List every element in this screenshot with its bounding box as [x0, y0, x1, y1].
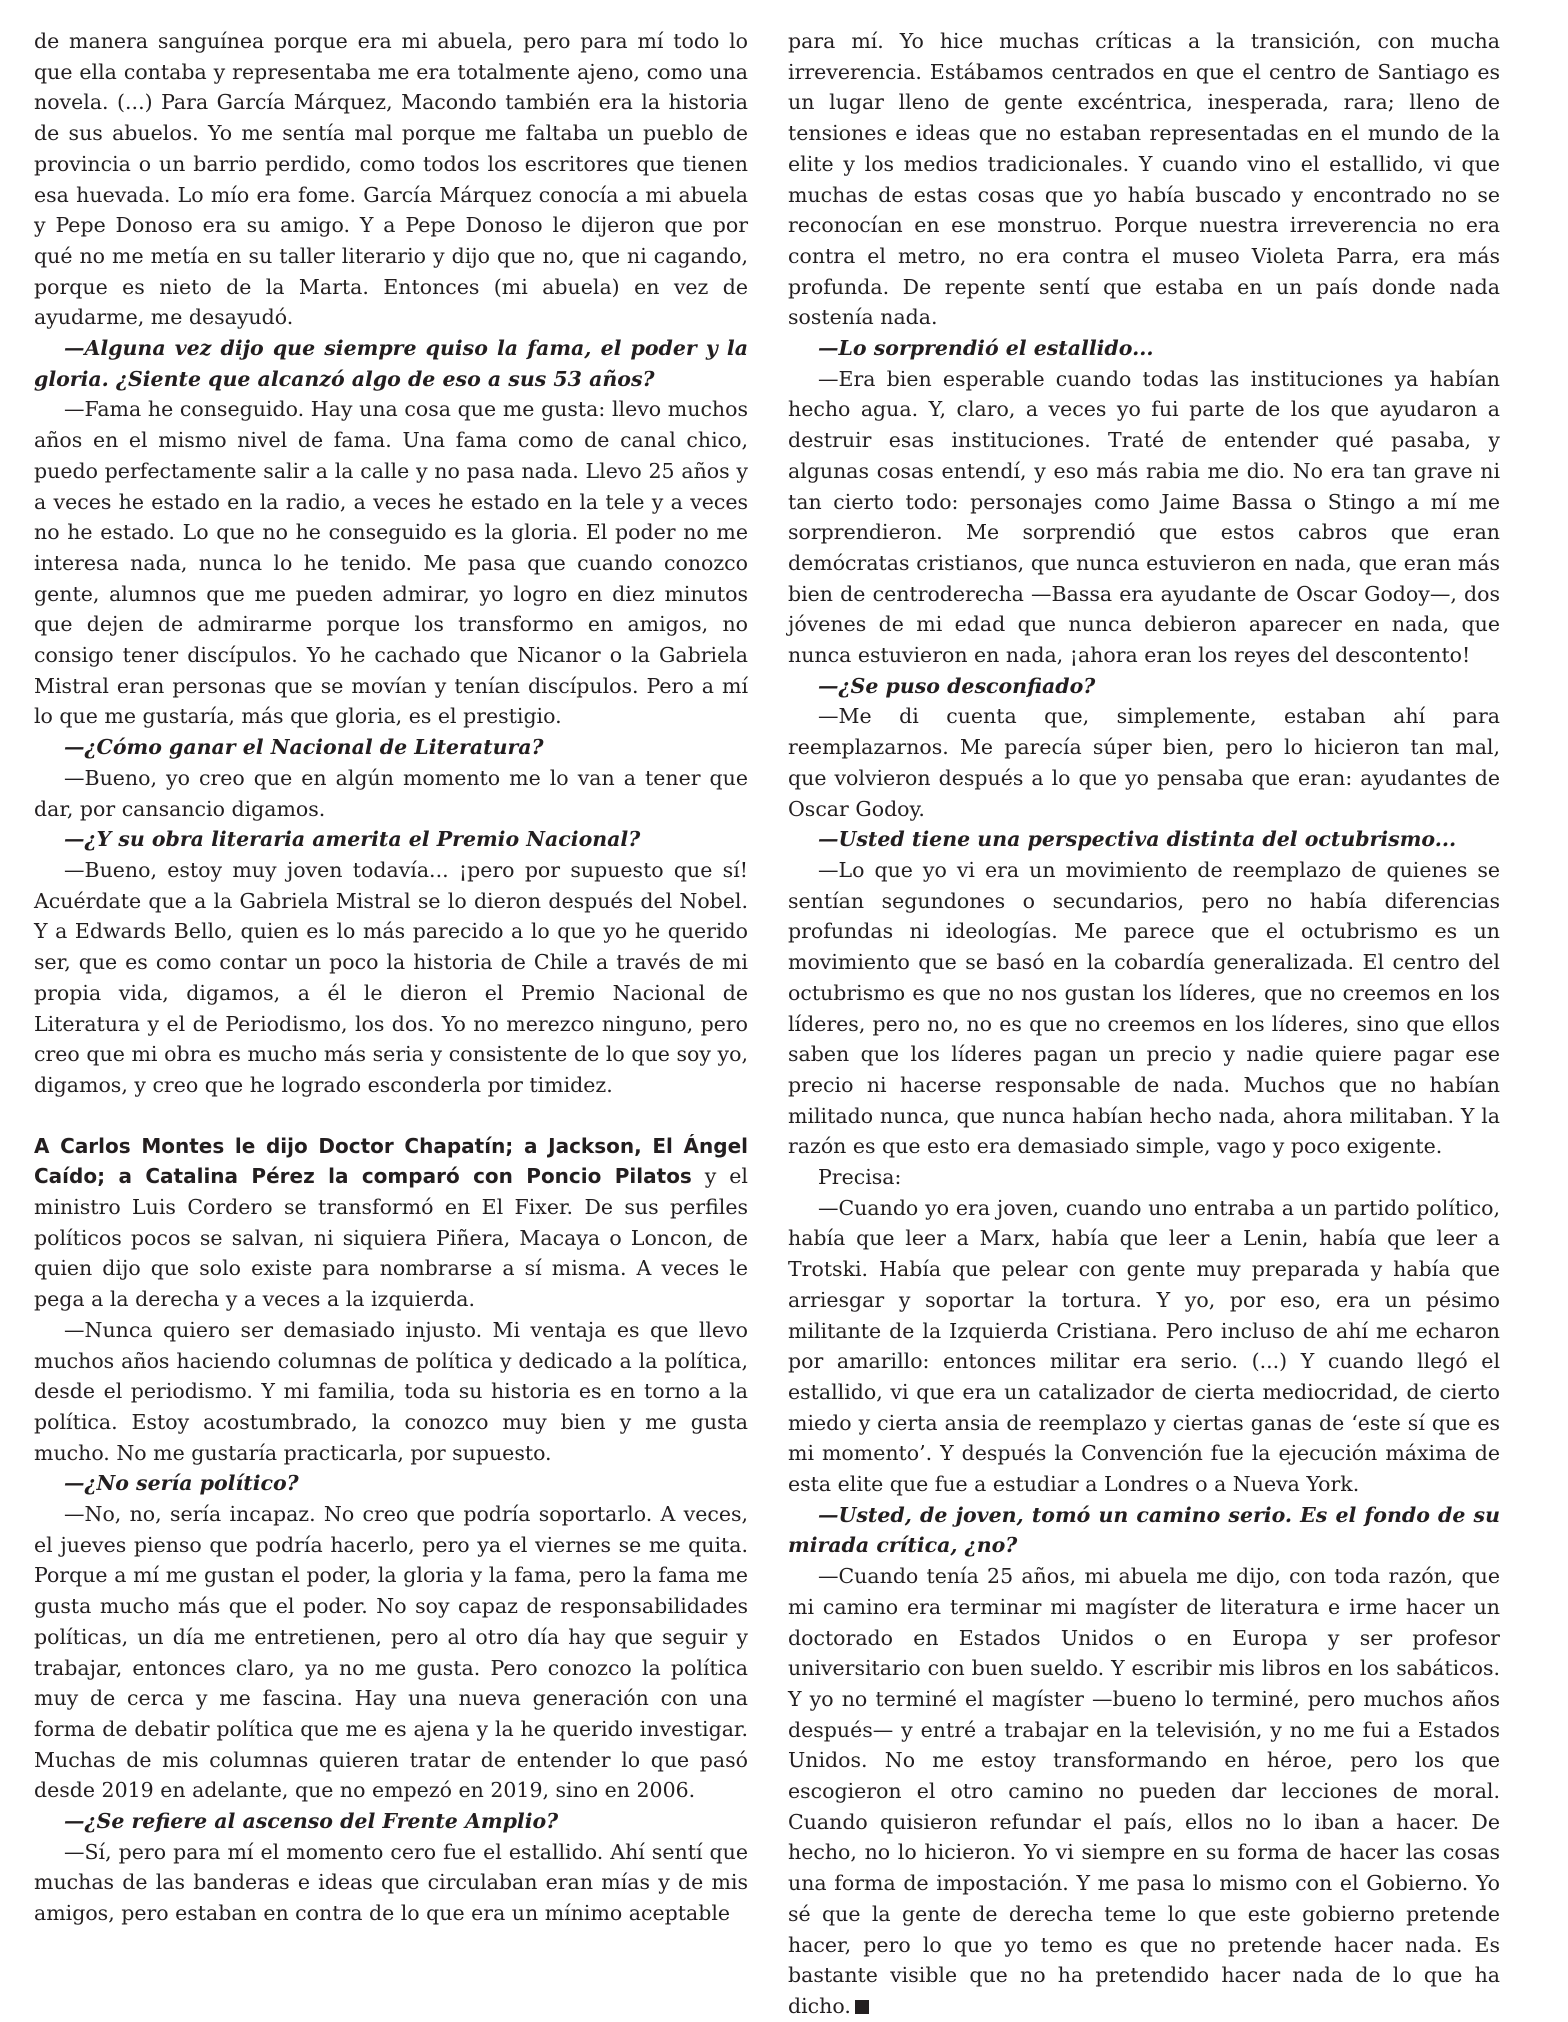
section-lead-bold: A Carlos Montes le dijo Doctor Chapatín; a Jackson, El Ángel Caído; a Catalina Pérez la comparó con Poncio Pilatos [34, 1133, 748, 1189]
final-answer-text: —Cuando tenía 25 años, mi abuela me dijo, con toda razón, que mi camino era terminar mi magíster de literatura e irme hacer un doctorado en Estados Unidos o en Europa y ser profesor universitario con buen sueldo. Y escribir mis libros en los sabáticos. Y yo no terminé el magíster —bueno lo terminé, pero muchos años después— y entré a trabajar en la televisión, y no me fui a Estados Unidos. No me estoy transformando en héroe, pero los que escogieron el otro camino no pueden dar lecciones de moral. Cuando quisieron refundar el país, ellos no lo iban a hacer. De hecho, no lo hicieron. Yo vi siempre en su forma de hacer las cosas una forma de impostación. Y me pasa lo mismo con el Gobierno. Yo sé que la gente de derecha teme lo que este gobierno pretende hacer, pero lo que yo temo es que no pretende hacer nada. Es bastante visible que no ha pretendido hacer nada de lo que ha dicho. [788, 1564, 1500, 2018]
answer-paragraph: Precisa: [818, 1165, 902, 1190]
answer-paragraph: —Me di cuenta que, simplemente, estaban ahí para reemplazarnos. Me parecía súper bien, pero lo hicieron tan mal, que volvieron después a lo que yo pensaba que eran: ayudantes de Oscar Godoy. [788, 704, 1500, 821]
interview-question: —¿Se refiere al ascenso del Frente Amplio? [64, 1809, 559, 1834]
answer-paragraph: —Bueno, yo creo que en algún momento me lo van a tener que dar, por cansancio digamos. [34, 765, 748, 821]
answer-paragraph: —Sí, pero para mí el momento cero fue el estallido. Ahí sentí que muchas de las banderas e ideas que circulaban eran mías y de mis amigos, pero estaban en contra de lo que era un mínimo aceptable [34, 1839, 748, 1926]
answer-paragraph: —Nunca quiero ser demasiado injusto. Mi ventaja es que llevo muchos años haciendo columnas de política y dedicado a la política, desde el periodismo. Y mi familia, toda su historia es en torno a la política. Estoy acostumbrado, la conozco muy bien y me gusta mucho. No me gustaría practicarla, por supuesto. [34, 1317, 748, 1465]
answer-paragraph-final [788, 1561, 1500, 2022]
interview-question: —Usted tiene una perspectiva distinta del octubrismo... [818, 827, 1457, 852]
interview-question: —Alguna vez dijo que siempre quiso la fama, el poder y la gloria. ¿Siente que alcanzó algo de eso a sus 53 años? [34, 336, 748, 391]
answer-paragraph: de manera sanguínea porque era mi abuela, pero para mí todo lo que ella contaba y representaba me era totalmente ajeno, como una novela. (...) Para García Márquez, Macondo también era la historia de sus abuelos. Yo me sentía mal porque me faltaba un pueblo de provincia o un barrio perdido, como todos los escritores que tienen esa huevada. Lo mío era fome. García Márquez conocía a mi abuela y Pepe Donoso era su amigo. Y a Pepe Donoso le dijeron que por qué no me metía en su taller literario y dijo que no, que ni cagando, porque es nieto de la Marta. Entonces (mi abuela) en vez de ayudarme, me desayudó. [34, 29, 748, 330]
answer-paragraph: —Cuando yo era joven, cuando uno entraba a un partido político, había que leer a Marx, había que leer a Lenin, había que leer a Trotski. Había que pelear con gente muy preparada y había que arriesgar y soportar la tortura. Y yo, por eso, era un pésimo militante de la Izquierda Cristiana. Pero incluso de ahí me echaron por amarillo: entonces militar era serio. (...) Y cuando llegó el estallido, vi que era un catalizador de cierta mediocridad, de cierto miedo y cierta ansia de reemplazo y ciertas ganas de ‘este sí que es mi momento’. Y después la Convención fue la ejecución máxima de esta elite que fue a estudiar a Londres o a Nueva York. [788, 1195, 1500, 1497]
interview-question: —Lo sorprendió el estallido... [818, 336, 1154, 361]
answer-paragraph: —No, no, sería incapaz. No creo que podría soportarlo. A veces, el jueves pienso que podría hacerlo, pero ya el viernes se me quita. Porque a mí me gustan el poder, la gloria y la fama, pero la fama me gusta mucho más que el poder. No soy capaz de responsabilidades políticas, un día me entretienen, pero al otro día hay que seguir y trabajar, entonces claro, ya no me gusta. Pero conozco la política muy de cerca y me fascina. Hay una nueva generación con una forma de debatir política que me es ajena y la he querido investigar. Muchas de mis columnas quieren tratar de entender lo que pasó desde 2019 en adelante, que no empezó en 2019, sino en 2006. [34, 1502, 748, 1803]
interview-question: —¿Se puso desconfiado? [818, 673, 1096, 698]
interview-question: —Usted, de joven, tomó un camino serio. Es el fondo de su mirada crítica, ¿no? [788, 1502, 1500, 1558]
end-of-article-mark [855, 2000, 869, 2014]
section-lead-paragraph [34, 1131, 748, 1315]
answer-paragraph: —Bueno, estoy muy joven todavía... ¡pero por supuesto que sí! Acuérdate que a la Gabriela Mistral se lo dieron después del Nobel. Y a Edwards Bello, quien es lo más parecido a lo que yo he querido ser, que es como contar un poco la historia de Chile a través de mi propia vida, digamos, a él le dieron el Premio Nacional de Literatura y el de Periodismo, los dos. Yo no merezco ninguno, pero creo que mi obra es mucho más seria y consistente de lo que soy yo, digamos, y creo que he logrado esconderla por timidez. [34, 857, 748, 1097]
answer-paragraph: —Era bien esperable cuando todas las instituciones ya habían hecho agua. Y, claro, a veces yo fui parte de los que ayudaron a destruir esas instituciones. Traté de entender qué pasaba, y algunas cosas entendí, y eso más rabia me dio. No era tan grave ni tan cierto todo: personajes como Jaime Bassa o Stingo a mí me sorprendieron. Me sorprendió que estos cabros que eran demócratas cristianos, que nunca estuvieron en nada, que eran más bien de centroderecha —Bassa era ayudante de Oscar Godoy—, dos jóvenes de mi edad que nunca debieron aparecer en nada, que nunca estuvieron en nada, ¡ahora eran los reyes del descontento! [788, 366, 1500, 668]
answer-paragraph: —Lo que yo vi era un movimiento de reemplazo de quienes se sentían segundones o secundarios, pero no había diferencias profundas ni ideologías. Me parece que el octubrismo es un movimiento que se basó en la cobardía generalizada. El centro del octubrismo es que no nos gustan los líderes, que no creemos en los líderes, pero no, no es que no creemos en los líderes, sino que ellos saben que los líderes pagan un precio y nadie quiere pagar ese precio ni hacerse responsable de nada. Muchos que no habían militado nunca, que nunca habían hecho nada, ahora militaban. Y la razón es que esto era demasiado simple, vago y poco exigente. [788, 857, 1500, 1159]
section-lead-text: y el ministro Luis Cordero se transformó en El Fixer. De sus perfiles políticos pocos se salvan, ni siquiera Piñera, Macaya o Loncon, de quien dijo que solo existe para nombrarse a sí misma. A veces le pega a la derecha y a veces a la izquierda. [34, 1164, 748, 1312]
interview-question: —¿No sería político? [64, 1471, 299, 1496]
article-column-right [788, 26, 1500, 2022]
article-column-left [34, 26, 748, 1929]
interview-question: —¿Y su obra literaria amerita el Premio Nacional? [64, 827, 641, 852]
interview-question: —¿Cómo ganar el Nacional de Literatura? [64, 735, 544, 760]
answer-paragraph: para mí. Yo hice muchas críticas a la transición, con mucha irreverencia. Estábamos centrados en que el centro de Santiago es un lugar lleno de gente excéntrica, inesperada, rara; lleno de tensiones e ideas que no estaban representadas en el mundo de la elite y los medios tradicionales. Y cuando vino el estallido, vi que muchas de estas cosas que yo había buscado y encontrado no se reconocían en ese monstruo. Porque nuestra irreverencia no era contra el metro, no era contra el museo Violeta Parra, era más profunda. De repente sentí que estaba en un país donde nada sostenía nada. [788, 29, 1500, 330]
answer-paragraph: —Fama he conseguido. Hay una cosa que me gusta: llevo muchos años en el mismo nivel de fama. Una fama como de canal chico, puedo perfectamente salir a la calle y no pasa nada. Llevo 25 años y a veces he estado en la radio, a veces he estado en la tele y a veces no he estado. Lo que no he conseguido es la gloria. El poder no me interesa nada, nunca lo he tenido. Me pasa que cuando conozco gente, alumnos que me pueden admirar, yo logro en diez minutos que dejen de admirarme porque los transformo en amigos, no consigo tener discípulos. Yo he cachado que Nicanor o la Gabriela Mistral eran personas que se movían y tenían discípulos. Pero a mí lo que me gustaría, más que gloria, es el prestigio. [34, 397, 748, 729]
